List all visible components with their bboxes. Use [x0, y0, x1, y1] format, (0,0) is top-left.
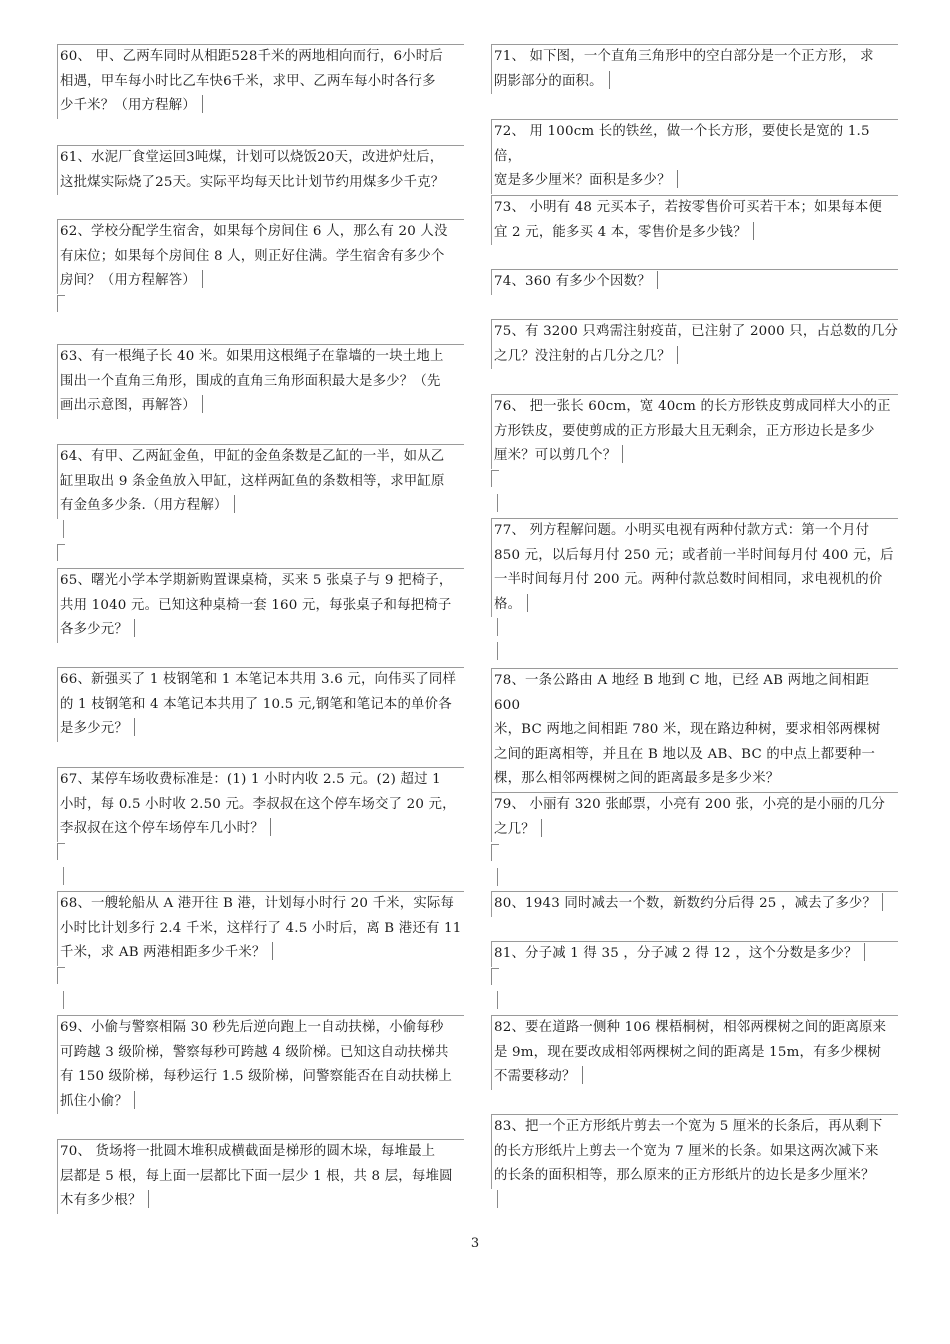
question-line: 小时比计划多行 2.4 千米，这样行了 4.5 小时后，离 B 港还有 11	[60, 920, 462, 936]
question-line: 83、把一个正方形纸片剪去一个宽为 5 厘米的长条后，再从剩下	[494, 1119, 883, 1134]
question-line: 画出示意图，再解答）	[60, 398, 196, 413]
question-65	[57, 568, 464, 643]
question-line: 少千米？（用方程解）	[60, 98, 196, 113]
question-64	[57, 444, 464, 519]
question-text	[491, 941, 898, 967]
question-74	[491, 269, 898, 295]
question-line: 73、 小明有 48 元买本子，若按零售价可买若干本；如果每本便	[494, 200, 883, 215]
question-77	[491, 518, 898, 617]
question-text	[57, 891, 464, 966]
question-line: 棵，那么相邻两棵树之间的距离最多是多少米？	[494, 771, 780, 786]
question-61	[57, 145, 464, 195]
question-line: 各多少元？	[60, 622, 128, 637]
question-text	[57, 767, 464, 842]
question-line: 的 1 枝钢笔和 4 本笔记本共用了 10.5 元,钢笔和笔记本的单价各	[60, 696, 452, 712]
question-line: 81、分子减 1 得 35 ，分子减 2 得 12 ，这个分数是多少？	[494, 946, 858, 961]
question-79	[491, 792, 898, 842]
question-68	[57, 891, 464, 966]
question-line: 69、小偷与警察相隔 30 秒先后逆向跑上一自动扶梯，小偷每秒	[60, 1020, 444, 1035]
question-line: 62、学校分配学生宿舍，如果每个房间住 6 人，那么有 20 人没	[60, 224, 448, 239]
question-line: 可跨越 3 级阶梯，警察每秒可跨越 4 级阶梯。已知这自动扶梯共	[60, 1044, 449, 1060]
question-line: 之几？没注射的占几分之几？	[494, 348, 671, 364]
question-text	[491, 195, 898, 245]
question-line: 房间？（用方程解答）	[60, 273, 196, 288]
question-72	[491, 119, 898, 194]
question-line: 79、 小丽有 320 张邮票，小亮有 200 张，小亮的是小丽的几分	[494, 797, 886, 812]
question-line: 之间的距离相等，并且在 B 地以及 AB、BC 的中点上都要种一	[494, 746, 876, 762]
question-text	[57, 344, 464, 419]
question-line: 77、 列方程解问题。小明买电视有两种付款方式：第一个月付	[494, 523, 870, 538]
question-line: 64、有甲、乙两缸金鱼，甲缸的金鱼条数是乙缸的一半，如从乙	[60, 449, 445, 464]
question-73	[491, 195, 898, 245]
question-line: 木有多少根？	[60, 1193, 142, 1208]
question-line: 63、有一根绳子长 40 米。如果用这根绳子在靠墙的一块土地上	[60, 349, 444, 364]
question-80	[491, 891, 898, 917]
question-line: 74、360 有多少个因数？	[494, 274, 651, 289]
question-text	[491, 668, 898, 792]
question-line: 之几？	[494, 821, 535, 837]
question-62	[57, 219, 464, 294]
question-line: 相遇，甲车每小时比乙车快6千米，求甲、乙两车每小时各行多	[60, 73, 436, 89]
question-text	[57, 44, 464, 119]
question-line: 不需要移动？	[494, 1069, 576, 1084]
question-line: 米，BC 两地之间相距 780 米，现在路边种树，要求相邻两棵树	[494, 722, 881, 737]
question-text	[57, 1015, 464, 1114]
question-line: 的长方形纸片上剪去一个宽为 7 厘米的长条。如果这两次减下来	[494, 1143, 879, 1159]
question-line: 围出一个直角三角形，围成的直角三角形面积最大是多少？（先	[60, 373, 441, 389]
question-line: 66、新强买了 1 枝钢笔和 1 本笔记本共用 3.6 元，向伟买了同样	[60, 672, 457, 687]
page-number: 3	[470, 1236, 480, 1251]
question-line: 一半时间每月付 200 元。两种付款总数时间相同，求电视机的价	[494, 572, 883, 587]
question-76	[491, 394, 898, 469]
question-line: 小时，每 0.5 小时收 2.50 元。李叔叔在这个停车场交了 20 元，	[60, 796, 456, 812]
question-line: 850 元，以后每月付 250 元；或者前一半时间每月付 400 元，后	[494, 547, 894, 563]
question-75	[491, 319, 898, 369]
question-78	[491, 668, 898, 792]
question-line: 有床位；如果每个房间住 8 人，则正好住满。学生宿舍有多少个	[60, 248, 445, 264]
question-text	[57, 568, 464, 643]
question-text	[57, 145, 464, 195]
question-line: 70、 货场将一批圆木堆积成横截面是梯形的圆木垛，每堆最上	[60, 1144, 436, 1159]
question-text	[491, 891, 898, 917]
question-81	[491, 941, 898, 967]
question-line: 60、 甲、乙两车同时从相距528千米的两地相向而行，6小时后	[60, 49, 443, 64]
question-text	[491, 44, 898, 94]
question-67	[57, 767, 464, 842]
question-line: 千米，求 AB 两港相距多少千米？	[60, 945, 266, 960]
question-line: 是多少元？	[60, 721, 128, 736]
question-line: 共用 1040 元。已知这种桌椅一套 160 元，每张桌子和每把椅子	[60, 597, 452, 613]
question-line: 71、 如下图，一个直角三角形中的空白部分是一个正方形， 求	[494, 49, 874, 64]
question-line: 68、一艘轮船从 A 港开往 B 港，计划每小时行 20 千米，实际每	[60, 896, 455, 911]
question-line: 格。	[494, 596, 522, 612]
question-text	[491, 1114, 898, 1189]
question-line: 宽是多少厘米？面积是多少？	[494, 173, 671, 188]
question-line: 82、要在道路一侧种 106 棵梧桐树，相邻两棵树之间的距离原来	[494, 1020, 887, 1035]
question-line: 抓住小偷？	[60, 1093, 128, 1109]
question-line: 80、1943 同时减去一个数，新数约分后得 25 ，减去了多少？	[494, 896, 877, 911]
question-text	[57, 219, 464, 294]
question-66	[57, 667, 464, 742]
question-71	[491, 44, 898, 94]
question-line: 75、有 3200 只鸡需注射疫苗，已注射了 2000 只，占总数的几分	[494, 324, 899, 339]
question-69	[57, 1015, 464, 1114]
question-line: 72、 用 100cm 长的铁丝，做一个长方形，要使长是宽的 1.5 倍，	[494, 124, 870, 164]
question-text	[491, 319, 898, 369]
question-line: 有金鱼多少条.（用方程解）	[60, 498, 228, 513]
question-line: 的长条的面积相等，那么原来的正方形纸片的边长是多少厘米？	[494, 1168, 875, 1183]
question-line: 缸里取出 9 条金鱼放入甲缸，这样两缸鱼的条数相等，求甲缸原	[60, 473, 445, 489]
question-83	[491, 1114, 898, 1189]
question-text	[491, 1015, 898, 1090]
question-70	[57, 1139, 464, 1214]
question-line: 层都是 5 根，每上面一层都比下面一层少 1 根，共 8 层，每堆圆	[60, 1168, 453, 1184]
question-text	[57, 1139, 464, 1214]
question-text	[491, 792, 898, 842]
question-line: 李叔叔在这个停车场停车几小时？	[60, 821, 264, 836]
question-text	[57, 444, 464, 519]
question-60	[57, 44, 464, 119]
question-line: 65、曙光小学本学期新购置课桌椅，买来 5 张桌子与 9 把椅子，	[60, 573, 453, 588]
question-line: 厘米？可以剪几个？	[494, 448, 617, 463]
question-line: 方形铁皮，要使剪成的正方形最大且无剩余，正方形边长是多少	[494, 423, 875, 439]
question-line: 67、某停车场收费标准是：(1) 1 小时内收 2.5 元。(2) 超过 1	[60, 772, 441, 787]
question-82	[491, 1015, 898, 1090]
question-text	[57, 667, 464, 742]
question-text	[491, 518, 898, 617]
question-63	[57, 344, 464, 419]
question-text	[491, 119, 898, 194]
question-text	[491, 394, 898, 469]
question-line: 有 150 级阶梯，每秒运行 1.5 级阶梯，问警察能否在自动扶梯上	[60, 1069, 453, 1084]
question-line: 61、水泥厂食堂运回3吨煤，计划可以烧饭20天，改进炉灶后，	[60, 150, 444, 165]
question-line: 这批煤实际烧了25天。实际平均每天比计划节约用煤多少千克？	[60, 174, 445, 190]
question-line: 76、 把一张长 60cm，宽 40cm 的长方形铁皮剪成同样大小的正	[494, 399, 891, 414]
question-line: 78、一条公路由 A 地经 B 地到 C 地，已经 AB 两地之间相距 600	[494, 673, 870, 713]
question-text	[491, 269, 898, 295]
question-line: 是 9m，现在要改成相邻两棵树之间的距离是 15m，有多少棵树	[494, 1044, 882, 1060]
question-line: 阴影部分的面积。	[494, 73, 603, 89]
question-line: 宜 2 元，能多买 4 本，零售价是多少钱？	[494, 224, 747, 240]
